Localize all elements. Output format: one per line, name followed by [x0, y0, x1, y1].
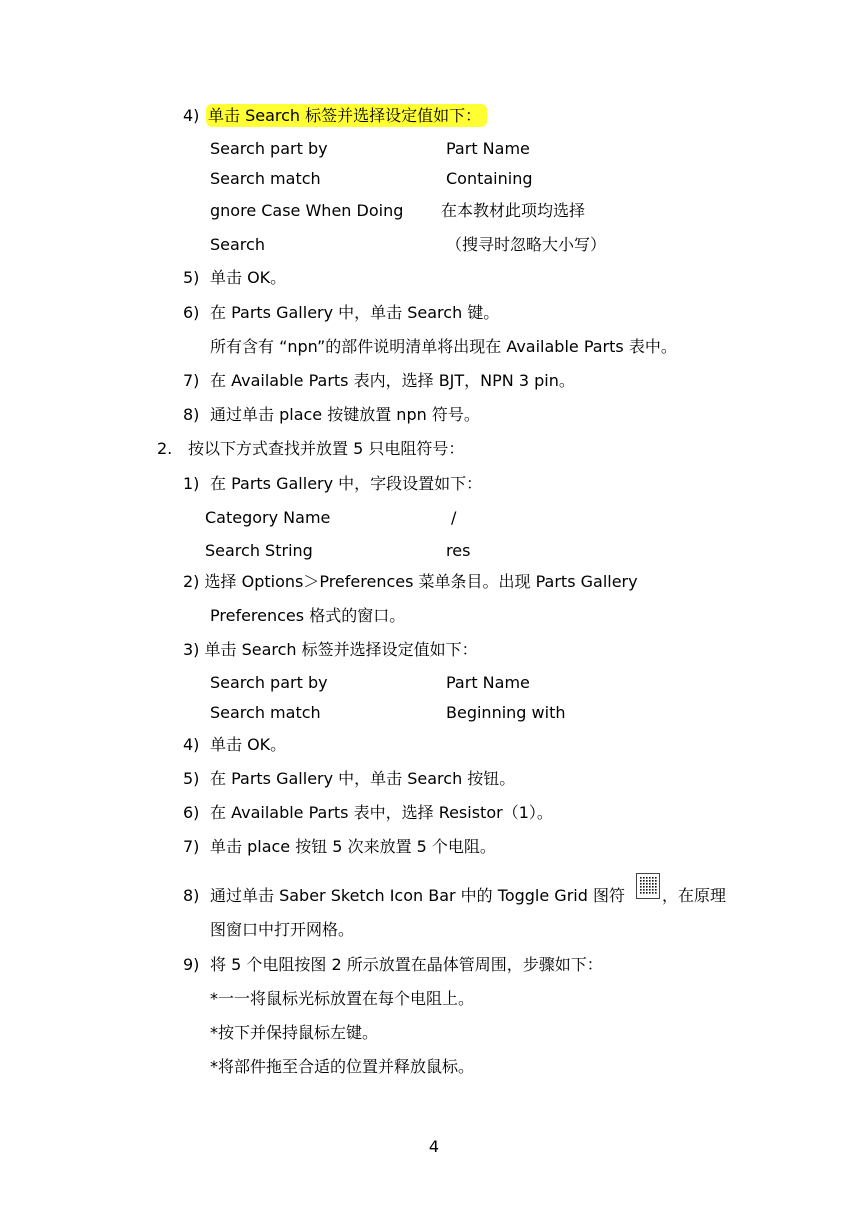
- setting-value: Part Name: [446, 673, 530, 692]
- section-2-number: 2.: [157, 439, 173, 458]
- field-value: /: [451, 508, 457, 527]
- setting-value: （搜寻时忽略大小写）: [446, 235, 607, 254]
- item-4-number: 4): [183, 735, 200, 754]
- setting-value: Beginning with: [446, 703, 566, 722]
- item-4-text-highlighted: [206, 106, 487, 126]
- item-2-line-1: 2) 选择 Options＞Preferences 菜单条目。出现 Parts Gallery: [183, 572, 638, 591]
- step-text: *一一将鼠标光标放置在每个电阻上。: [210, 989, 475, 1008]
- item-1-number: 1): [183, 474, 200, 493]
- setting-label: Search match: [210, 703, 321, 722]
- item-6-text: 在 Available Parts 表中，选择 Resistor（1）。: [210, 803, 553, 822]
- step-text: *将部件拖至合适的位置并释放鼠标。: [210, 1057, 475, 1076]
- item-6-number: 6): [183, 803, 200, 822]
- setting-value: Part Name: [446, 139, 530, 158]
- setting-value: Containing: [446, 169, 533, 188]
- item-8-text: 通过单击 place 按键放置 npn 符号。: [210, 405, 480, 424]
- setting-label: gnore Case When Doing: [210, 201, 404, 220]
- setting-value: 在本教材此项均选择: [441, 201, 586, 220]
- item-5-text: 在 Parts Gallery 中，单击 Search 按钮。: [210, 769, 516, 788]
- item-8-line-2: 图窗口中打开网格。: [210, 920, 355, 939]
- field-label: Category Name: [205, 508, 331, 527]
- item-8-number: 8): [183, 886, 200, 905]
- setting-label: Search part by: [210, 139, 328, 158]
- grid-dots-icon: [637, 874, 659, 898]
- item-7-text: 单击 place 按钮 5 次来放置 5 个电阻。: [210, 837, 496, 856]
- section-2-heading: 按以下方式查找并放置 5 只电阻符号：: [188, 439, 465, 458]
- item-4-text: 单击 OK。: [210, 735, 287, 754]
- page-number: 4: [428, 1137, 440, 1156]
- item-8-text-a: 通过单击 Saber Sketch Icon Bar 中的 Toggle Grid 图符: [210, 886, 625, 905]
- field-value: res: [446, 541, 471, 560]
- item-8-number: 8): [183, 405, 200, 424]
- setting-label: Search match: [210, 169, 321, 188]
- item-5-number: 5): [183, 268, 200, 287]
- item-2-line-2: Preferences 格式的窗口。: [210, 606, 406, 625]
- item-7-number: 7): [183, 371, 200, 390]
- setting-label: Search part by: [210, 673, 328, 692]
- item-6-note: 所有含有 “npn”的部件说明清单将出现在 Available Parts 表中。: [210, 337, 677, 356]
- step-text: *按下并保持鼠标左键。: [210, 1023, 379, 1042]
- setting-label: Search: [210, 235, 265, 254]
- item-6-number: 6): [183, 303, 200, 322]
- item-3-text: 3) 单击 Search 标签并选择设定值如下：: [183, 640, 478, 659]
- toggle-grid-icon: [636, 873, 660, 899]
- item-8-text-b: ，在原理: [662, 886, 727, 905]
- item-9-text: 将 5 个电阻按图 2 所示放置在晶体管周围，步骤如下：: [210, 955, 603, 974]
- highlight: 单击 Search 标签并选择设定值如下：: [206, 104, 487, 127]
- item-4-number: 4): [183, 106, 200, 125]
- field-label: Search String: [205, 541, 313, 560]
- item-9-number: 9): [183, 955, 200, 974]
- item-1-text: 在 Parts Gallery 中，字段设置如下：: [210, 474, 483, 493]
- item-5-text: 单击 OK。: [210, 268, 287, 287]
- item-7-text: 在 Available Parts 表内，选择 BJT，NPN 3 pin。: [210, 371, 575, 390]
- item-5-number: 5): [183, 769, 200, 788]
- item-6-text: 在 Parts Gallery 中，单击 Search 键。: [210, 303, 500, 322]
- item-7-number: 7): [183, 837, 200, 856]
